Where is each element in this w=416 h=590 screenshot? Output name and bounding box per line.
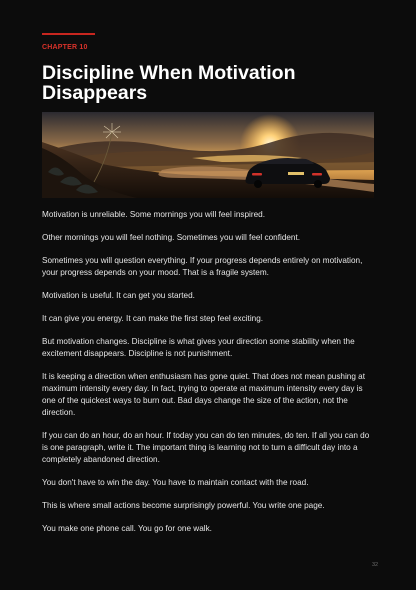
chapter-title: Discipline When Motivation Disappears <box>42 62 296 104</box>
body-paragraph: Motivation is useful. It can get you started. <box>42 291 195 300</box>
body-paragraph: It is keeping a direction when enthusiasm has gone quiet. That does not mean pushing at maximum intensity every day. In fact, trying to operate at maximum intensity every day is one of the quickest ways to burn out. Bad days change the size of the action, not the direction. <box>42 372 366 417</box>
page-number: 32 <box>372 562 379 568</box>
body-paragraph: You make one phone call. You go for one walk. <box>42 524 212 533</box>
body-paragraph: This is where small actions become surprisingly powerful. You write one page. <box>42 501 325 510</box>
body-paragraph: You don't have to win the day. You have to maintain contact with the road. <box>42 478 309 487</box>
chapter-body <box>42 209 376 546</box>
chapter-accent-rule <box>42 33 95 35</box>
chapter-label: CHAPTER 10 <box>42 44 88 51</box>
body-paragraph: Sometimes you will question everything. If your progress depends entirely on motivation, your progress depends on your mood. That is a fragile system. <box>42 256 363 277</box>
body-paragraph: Motivation is unreliable. Some mornings you will feel inspired. <box>42 210 265 219</box>
sunset-road-sports-car-image <box>42 112 374 198</box>
body-paragraph: Other mornings you will feel nothing. Sometimes you will feel confident. <box>42 233 301 242</box>
body-paragraph: If you can do an hour, do an hour. If today you can do ten minutes, do ten. If all you can do is one paragraph, write it. The important thing is learning not to turn a difficult day into a completely abandoned direction. <box>42 431 370 464</box>
body-paragraph: But motivation changes. Discipline is what gives your direction some stability when the excitement disappears. Discipline is not punishment. <box>42 337 355 358</box>
body-paragraph: It can give you energy. It can make the first step feel exciting. <box>42 314 264 323</box>
